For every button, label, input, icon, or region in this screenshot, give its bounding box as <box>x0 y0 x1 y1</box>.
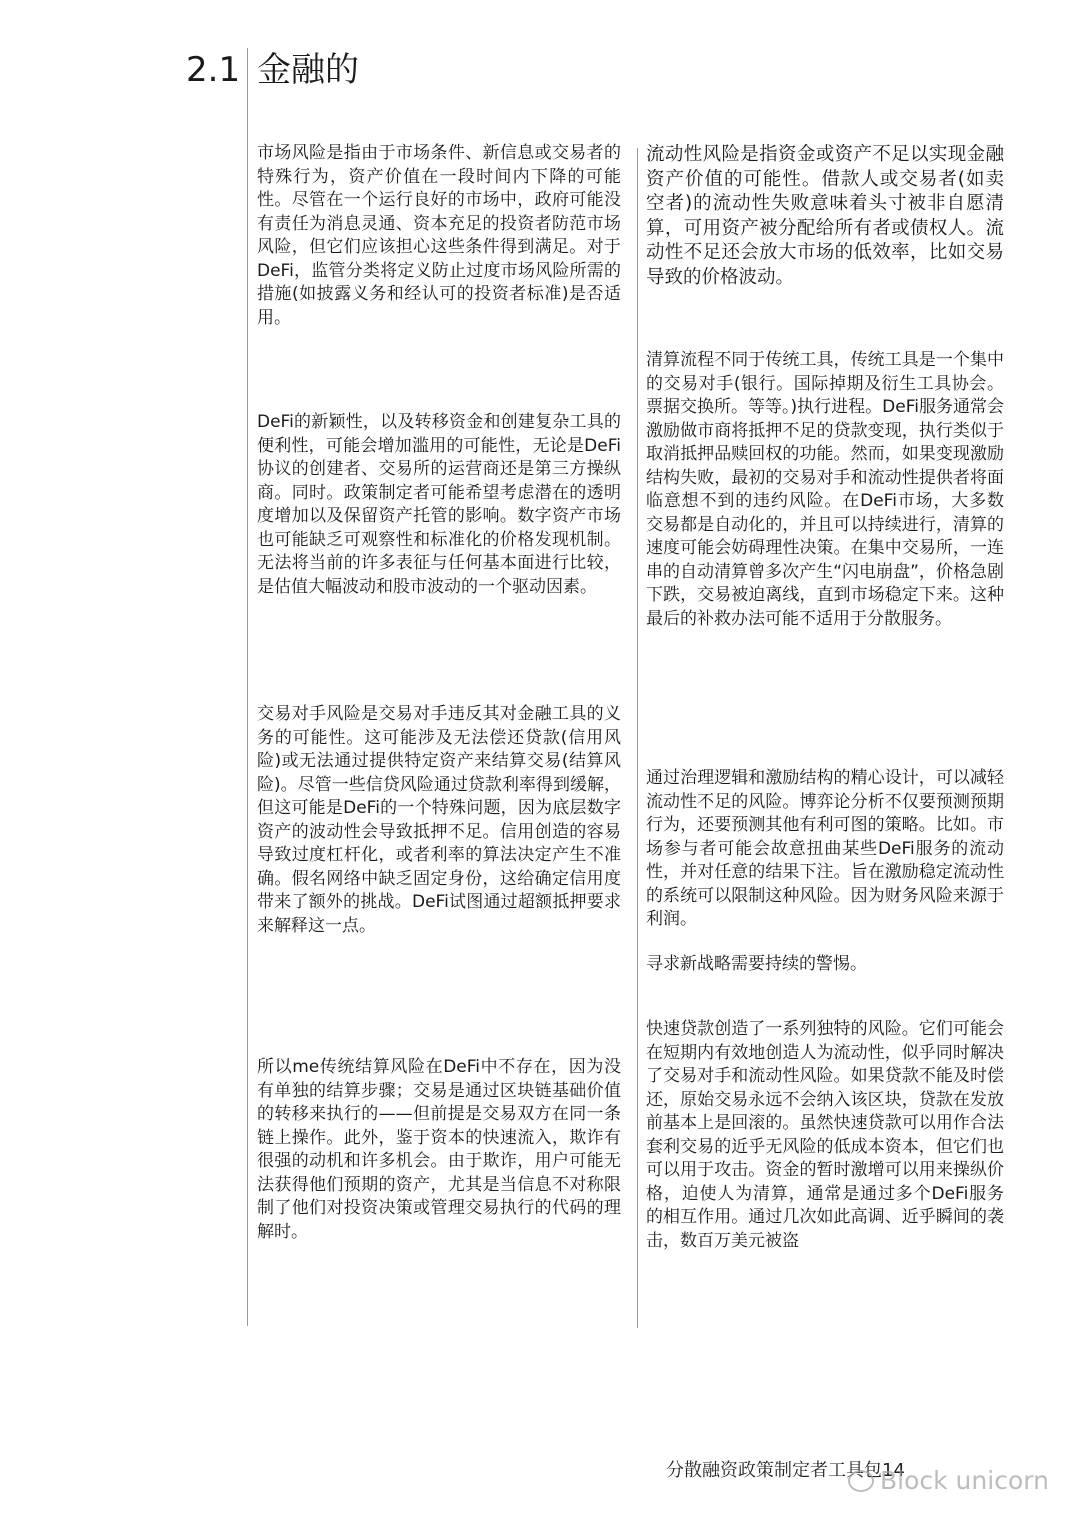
right-paragraph-vigilance: 寻求新战略需要持续的警惕。 <box>646 954 867 974</box>
left-vertical-rule <box>247 48 248 1326</box>
page-footer: 分散融资政策制定者工具包14 <box>666 1460 905 1481</box>
section-number: 2.1 <box>186 50 241 90</box>
watermark-text: Block unicorn <box>880 1466 1049 1495</box>
left-paragraph-settlement-risk: 所以me传统结算风险在DeFi中不存在，因为没有单独的结算步骤；交易是通过区块链基础价值的转移来执行的——但前提是交易双方在同一条链上操作。此外，鉴于资本的快速流入，欺诈有很强的动机和许多机会。由于欺诈，用户可能无法获得他们预期的资产，尤其是当信息不对称限制了他们对投资决策或管理交易执行的代码的理解时。 <box>257 1057 621 1242</box>
left-paragraph-defi-novelty: DeFi的新颖性，以及转移资金和创建复杂工具的便利性，可能会增加滥用的可能性，无论是DeFi协议的创建者、交易所的运营商还是第三方操纵商。同时。政策制定者可能希望考虑潜在的透明度增加以及保留资产托管的影响。数字资产市场也可能缺乏可观察性和标准化的价格发现机制。无法将当前的许多表征与任何基本面进行比较，是估值大幅波动和股市波动的一个驱动因素。 <box>257 412 621 597</box>
section-title: 金融的 <box>257 50 359 90</box>
left-paragraph-counterparty-risk: 交易对手风险是交易对手违反其对金融工具的义务的可能性。这可能涉及无法偿还贷款(信用风险)或无法通过提供特定资产来结算交易(结算风险)。尽管一些信贷风险通过贷款利率得到缓解，但这可能是DeFi的一个特殊问题，因为底层数字资产的波动性会导致抵押不足。信用创造的容易导致过度杠杆化，或者利率的算法决定产生不准确。假名网络中缺乏固定身份，这给确定信用度带来了额外的挑战。DeFi试图通过超额抵押要求来解释这一点。 <box>257 704 621 936</box>
right-paragraph-liquidation: 清算流程不同于传统工具，传统工具是一个集中的交易对手(银行。国际掉期及衍生工具协会。票据交换所。等等。)执行进程。DeFi服务通常会激励做市商将抵押不足的贷款变现，执行类似于取消抵押品赎回权的功能。然而，如果变现激励结构失败，最初的交易对手和流动性提供者将面临意想不到的违约风险。在DeFi市场，大多数交易都是自动化的，并且可以持续进行，清算的速度可能会妨碍理性决策。在集中交易所，一连串的自动清算曾多次产生“闪电崩盘”，价格急剧下跌，交易被迫离线，直到市场稳定下来。这种最后的补救办法可能不适用于分散服务。 <box>646 350 1004 629</box>
left-paragraph-market-risk: 市场风险是指由于市场条件、新信息或交易者的特殊行为，资产价值在一段时间内下降的可能性。尽管在一个运行良好的市场中，政府可能没有责任为消息灵通、资本充足的投资者防范市场风险，但它们应该担心这些条件得到满足。对于DeFi，监管分类将定义防止过度市场风险所需的措施(如披露义务和经认可的投资者标准)是否适用。 <box>257 143 621 328</box>
right-paragraph-flash-loans: 快速贷款创造了一系列独特的风险。它们可能会在短期内有效地创造人为流动性，似乎同时解决了交易对手和流动性风险。如果贷款不能及时偿还，原始交易永远不会纳入该区块，贷款在发放前基本上是回滚的。虽然快速贷款可以用作合法套利交易的近乎无风险的低成本资本，但它们也可以用于攻击。资金的暂时激增可以用来操纵价格，迫使人为清算，通常是通过多个DeFi服务的相互作用。通过几次如此高调、近乎瞬间的袭击，数百万美元被盗 <box>646 1019 1004 1251</box>
right-paragraph-liquidity-risk: 流动性风险是指资金或资产不足以实现金融资产价值的可能性。借款人或交易者(如卖空者)的流动性失败意味着头寸被非自愿清算，可用资产被分配给所有者或债权人。流动性不足还会放大市场的低效率，比如交易导致的价格波动。 <box>646 144 1004 288</box>
wechat-icon <box>848 1470 874 1492</box>
right-paragraph-governance: 通过治理逻辑和激励结构的精心设计，可以减轻流动性不足的风险。博弈论分析不仅要预测预期行为，还要预测其他有利可图的策略。比如。市场参与者可能会故意扭曲某些DeFi服务的流动性，并对任意的结果下注。旨在激励稳定流动性的系统可以限制这种风险。因为财务风险来源于利润。 <box>646 768 1004 929</box>
column-divider <box>637 148 638 1328</box>
watermark <box>848 1466 1049 1496</box>
